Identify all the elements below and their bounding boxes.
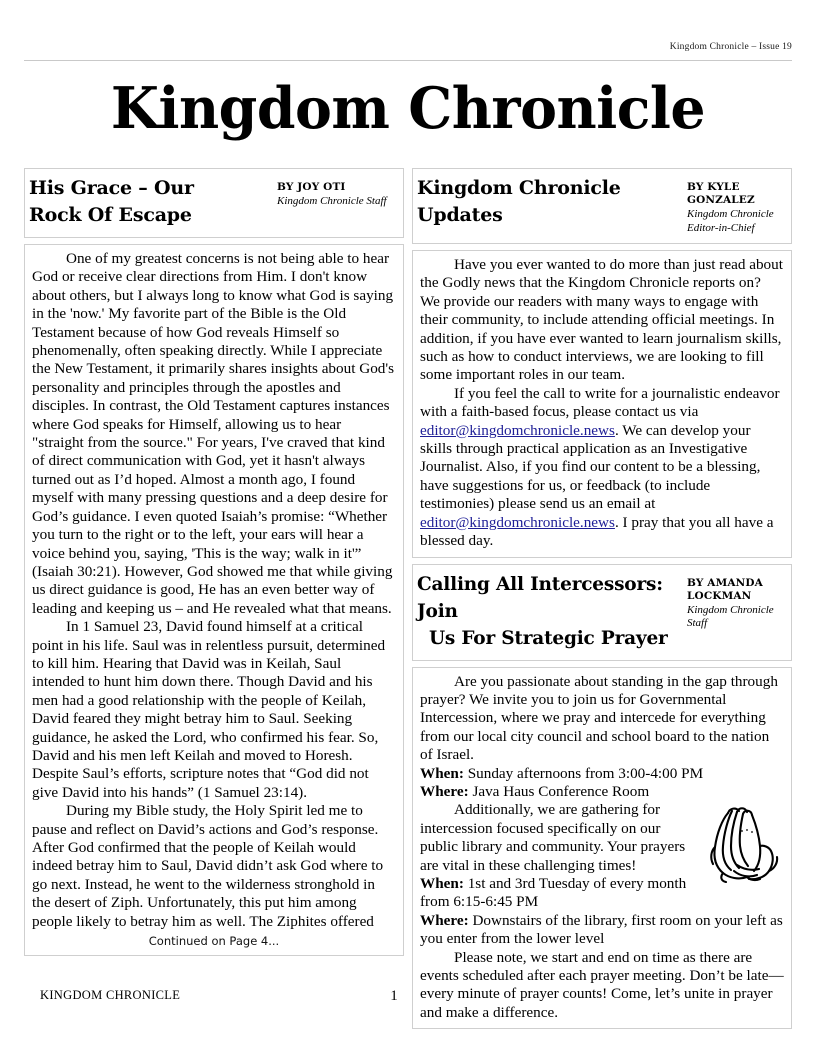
paragraph: One of my greatest concerns is not being able to hear God or receive clear directions from Him. I don't know about others, but I always long to know what God is saying in the 'now.' My favorite part of the Bible is the Old Testament because of how God reveals Himself so phenomenally, often speaking directly. While I appreciate the New Testament, it primarily shares insights about God's personality and principles through the apostles and disciples. In contrast, the Old Testament captures instances where God speaks for Himself, allowing us to hear "straight from the source." For years, I've craved that kind of direct communication with God, yet it hasn't always turned out as I’d hoped. Almost a month ago, I found myself with many pressing questions and a deep desire for God’s guidance. I even quoted Isaiah’s promise: “Whether you turn to the right or to the left, your ears will hear a voice behind you, saying, 'This is the way; walk in it'” (Isaiah 30:21). However, God showed me that while giving us direct guidance is good, He has an even better way of leading and keeping us – and He revealed what that means. bbox=[32, 250, 395, 617]
where-value: Java Haus Conference Room bbox=[468, 782, 650, 800]
when-value: Sunday afternoons from 3:00-4:00 PM bbox=[463, 764, 704, 782]
left-column bbox=[24, 168, 404, 956]
article-intercessors-byline bbox=[681, 571, 783, 631]
headline-line-1: Calling All Intercessors: Join bbox=[417, 573, 663, 622]
paragraph-text: . I pray that you all have a blessed day. bbox=[420, 513, 774, 550]
paragraph-text: If you feel the call to write for a journalistic endeavor with a faith-based focus, please contact us via bbox=[420, 384, 780, 421]
article-intercessors-headline bbox=[417, 571, 681, 652]
event-when-1 bbox=[420, 765, 784, 783]
footer-publication: KINGDOM CHRONICLE bbox=[40, 988, 181, 1002]
headline-line-1: His Grace – Our bbox=[29, 177, 194, 199]
article-grace-byline bbox=[271, 175, 395, 209]
article-intercessors-header bbox=[412, 564, 792, 661]
column-grid bbox=[24, 168, 792, 1029]
masthead bbox=[24, 76, 792, 142]
byline-role: Kingdom Chronicle Staff bbox=[277, 195, 387, 207]
where-label: Where: bbox=[420, 911, 469, 929]
page-footer bbox=[24, 988, 792, 1008]
header-divider bbox=[24, 60, 792, 61]
byline-author: BY KYLE GONZALEZ bbox=[687, 181, 755, 206]
running-header: Kingdom Chronicle – Issue 19 bbox=[669, 42, 792, 52]
right-column bbox=[412, 168, 792, 1029]
masthead-title: Kingdom Chronicle bbox=[110, 75, 706, 142]
article-grace-body bbox=[24, 244, 404, 956]
article-updates-byline bbox=[681, 175, 783, 235]
paragraph: Have you ever wanted to do more than just read about the Godly news that the Kingdom Chronicle reports on? We provide our readers with many ways to engage with their community, to include attending official meetings. In addition, if you have ever wanted to learn journalism skills, such as how to conduct interviews, we are looking to fill some important roles in our team. bbox=[420, 256, 783, 384]
byline-author: BY AMANDA LOCKMAN bbox=[687, 576, 763, 602]
continued-notice: Continued on Page 4... bbox=[148, 934, 280, 949]
when-label: When: bbox=[420, 764, 464, 782]
where-label: Where: bbox=[420, 782, 469, 800]
event-where-2 bbox=[420, 912, 784, 949]
where-value: Downstairs of the library, first room on your left as you enter from the lower level bbox=[420, 911, 783, 948]
event-where-1 bbox=[420, 783, 784, 801]
when-label: When: bbox=[420, 874, 464, 892]
byline-author: BY JOY OTI bbox=[277, 181, 346, 193]
article-updates-header bbox=[412, 168, 792, 244]
paragraph: Additionally, we are gathering for intercession focused specifically on our public library and community. Your prayers are vital in these challenging times! bbox=[420, 801, 686, 874]
praying-hands-icon bbox=[706, 803, 784, 883]
article-updates-body bbox=[412, 250, 792, 558]
paragraph: Are you passionate about standing in the gap through prayer? We invite you to join us for Governmental Intercession, where we pray and intercede for everything from our local city council and school board to the nation of Israel. bbox=[420, 672, 778, 764]
article-intercessors-body bbox=[412, 667, 792, 1030]
paragraph: During my Bible study, the Holy Spirit led me to pause and reflect on David’s actions and God’s response. After God confirmed that the people of Keilah would indeed betray him to Saul, David didn’t ask God where to go next. Instead, he went to the wilderness stronghold in the desert of Ziph. Unfortunately, this put him among people likely to betray him as well. The Ziphites offered bbox=[32, 802, 384, 930]
headline-line-1: Kingdom Chronicle bbox=[417, 177, 621, 199]
email-link-editor-1[interactable]: editor@kingdomchronicle.news bbox=[420, 421, 615, 439]
email-link-editor-2[interactable]: editor@kingdomchronicle.news bbox=[420, 513, 615, 531]
headline-line-2: Us For Strategic Prayer bbox=[429, 627, 668, 649]
headline-line-2: Rock Of Escape bbox=[29, 204, 192, 226]
article-grace-header bbox=[24, 168, 404, 238]
headline-line-2: Updates bbox=[417, 204, 503, 226]
article-updates-headline bbox=[417, 175, 681, 229]
byline-role: Kingdom Chronicle Editor-in-Chief bbox=[687, 208, 774, 234]
paragraph: Please note, we start and end on time as there are events scheduled after each prayer meeting. Don’t be late—every minute of prayer counts! Come, let’s unite in prayer and make a difference. bbox=[420, 948, 784, 1021]
article-grace-headline bbox=[29, 175, 271, 229]
paragraph bbox=[420, 385, 784, 551]
byline-role: Kingdom Chronicle Staff bbox=[687, 603, 774, 629]
paragraph: In 1 Samuel 23, David found himself at a critical point in his life. Saul was in relentless pursuit, determined to kill him. Hearing that David was in Keilah, Saul intended to hunt him down there. Though David and his men had a good relationship with the people of Keilah, David feared they might betray him to Saul. Seeking guidance, he asked the Lord, who confirmed his fear. So, David and his men left Keilah and moved to Horesh. Despite Saul’s efforts, scripture notes that “God did not give David into his hands” (1 Samuel 23:14). bbox=[32, 618, 386, 801]
footer-page-number: 1 bbox=[390, 988, 398, 1004]
when-value: 1st and 3rd Tuesday of every month from 6:15-6:45 PM bbox=[420, 874, 687, 911]
paragraph-text: . We can develop your skills through practical application as an Investigative Journalist. Also, if you find our content to be a blessing, have suggestions for us, or feedback (to include testimonies) please send us an email at bbox=[420, 421, 761, 513]
